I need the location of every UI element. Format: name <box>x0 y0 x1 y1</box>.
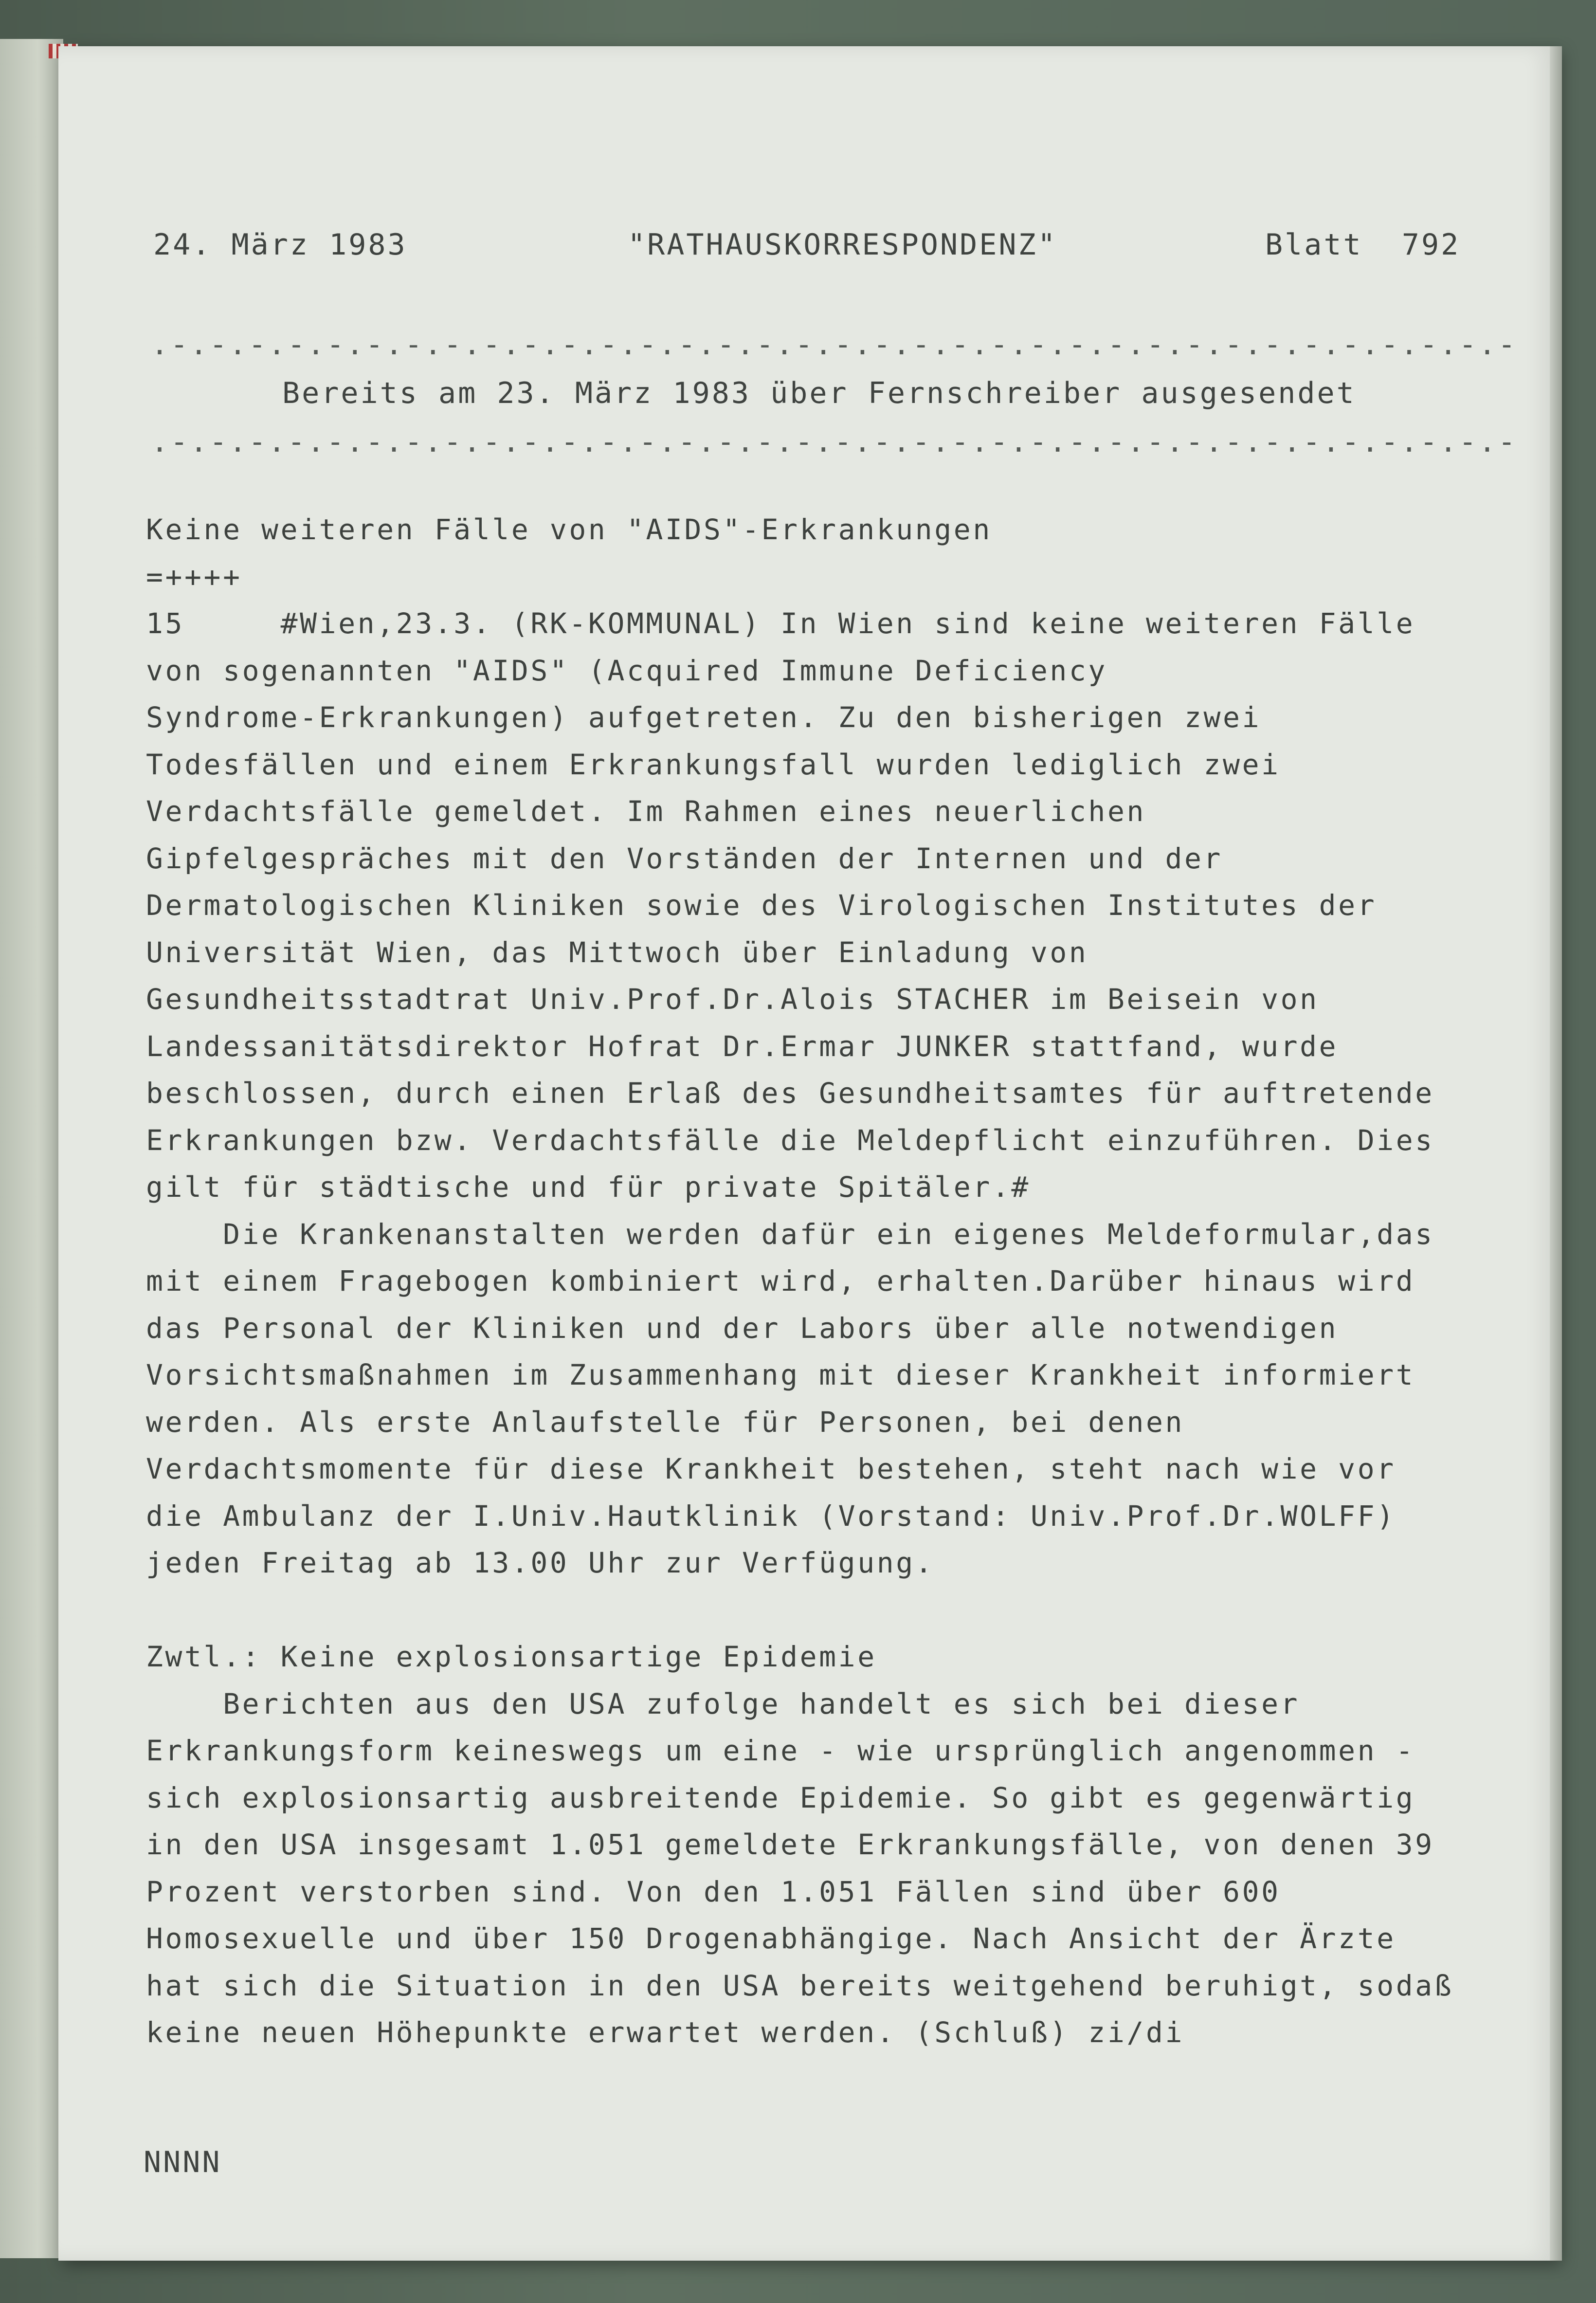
text-line: Erkrankungen bzw. Verdachtsfälle die Meldepflicht einzuführen. Dies <box>146 1123 1434 1157</box>
text-line: Landessanitätsdirektor Hofrat Dr.Ermar JUNKER stattfand, wurde <box>146 1029 1339 1063</box>
page-right-edge <box>1550 46 1562 2261</box>
separator-top: .-.-.-.-.-.-.-.-.-.-.-.-.-.-.-.-.-.-.-.-.-.-.-.-.-.-.-.-.-.-.-.-.-.-.- <box>151 328 1518 362</box>
text-line: das Personal der Kliniken und der Labors über alle notwendigen <box>146 1311 1339 1345</box>
blank-line <box>146 1587 1453 1634</box>
text-line: Die Krankenanstalten werden dafür ein eigenes Meldeformular,das <box>146 1217 1434 1251</box>
text-line: Prozent verstorben sind. Von den 1.051 Fällen sind über 600 <box>146 1875 1281 1908</box>
text-line: die Ambulanz der I.Univ.Hautklinik (Vorstand: Univ.Prof.Dr.WOLFF) <box>146 1499 1396 1533</box>
text-line: Verdachtsmomente für diese Krankheit bestehen, steht nach wie vor <box>146 1452 1396 1485</box>
text-line: Gipfelgespräches mit den Vorständen der Internen und der <box>146 841 1223 875</box>
text-line: Universität Wien, das Mittwoch über Einladung von <box>146 935 1088 969</box>
text-line: 15 #Wien,23.3. (RK-KOMMUNAL) In Wien sind keine weiteren Fälle <box>146 607 1415 640</box>
text-line: mit einem Fragebogen kombiniert wird, erhalten.Darüber hinaus wird <box>146 1264 1415 1298</box>
text-line: Syndrome-Erkrankungen) aufgetreten. Zu den bisherigen zwei <box>146 701 1262 734</box>
telex-notice: Bereits am 23. März 1983 über Fernschreiber ausgesendet <box>282 376 1356 410</box>
text-line: von sogenannten "AIDS" (Acquired Immune Deficiency <box>146 654 1107 687</box>
text-line: werden. Als erste Anlaufstelle für Personen, bei denen <box>146 1405 1185 1439</box>
text-line: beschlossen, durch einen Erlaß des Gesundheitsamtes für auftretende <box>146 1077 1434 1110</box>
header-sheet-number: Blatt 792 <box>1265 228 1461 262</box>
text-line: sich explosionsartig ausbreitende Epidemie. So gibt es gegenwärtig <box>146 1781 1415 1814</box>
text-line: Erkrankungsform keineswegs um eine - wie ursprünglich angenommen - <box>146 1734 1415 1767</box>
text-line: Verdachtsfälle gemeldet. Im Rahmen eines neuerlichen <box>146 795 1146 828</box>
text-line: in den USA insgesamt 1.051 gemeldete Erkrankungsfälle, von denen 39 <box>146 1828 1434 1861</box>
text-line: Vorsichtsmaßnahmen im Zusammenhang mit dieser Krankheit informiert <box>146 1358 1415 1391</box>
subheading: Zwtl.: Keine explosionsartige Epidemie <box>146 1640 877 1673</box>
end-mark: NNNN <box>144 2145 222 2179</box>
text-line: Todesfällen und einem Erkrankungsfall wurden lediglich zwei <box>146 748 1281 781</box>
text-line: gilt für städtische und für private Spitäler.# <box>146 1170 1031 1204</box>
text-line: Berichten aus den USA zufolge handelt es sich bei dieser <box>146 1687 1300 1720</box>
article-title: Keine weiteren Fälle von "AIDS"-Erkrankungen <box>146 513 992 546</box>
text-line: Gesundheitsstadtrat Univ.Prof.Dr.Alois STACHER im Beisein von <box>146 983 1319 1016</box>
text-line: Dermatologischen Kliniken sowie des Virologischen Institutes der <box>146 889 1377 922</box>
text-line: Homosexuelle und über 150 Drogenabhängige. Nach Ansicht der Ärzte <box>146 1922 1396 1955</box>
header-publication: "RATHAUSKORRESPONDENZ" <box>628 228 1057 262</box>
text-line: hat sich die Situation in den USA bereits weitgehend beruhigt, sodaß <box>146 1969 1454 2002</box>
text-line: jeden Freitag ab 13.00 Uhr zur Verfügung. <box>146 1546 935 1579</box>
title-marker: =++++ <box>146 560 242 593</box>
article-body <box>146 506 1453 2056</box>
text-line: keine neuen Höhepunkte erwartet werden. (Schluß) zi/di <box>146 2016 1185 2049</box>
separator-bottom: .-.-.-.-.-.-.-.-.-.-.-.-.-.-.-.-.-.-.-.-.-.-.-.-.-.-.-.-.-.-.-.-.-.-.- <box>151 425 1518 459</box>
underlying-page-edge <box>0 39 63 2258</box>
header-date: 24. März 1983 <box>153 228 407 262</box>
